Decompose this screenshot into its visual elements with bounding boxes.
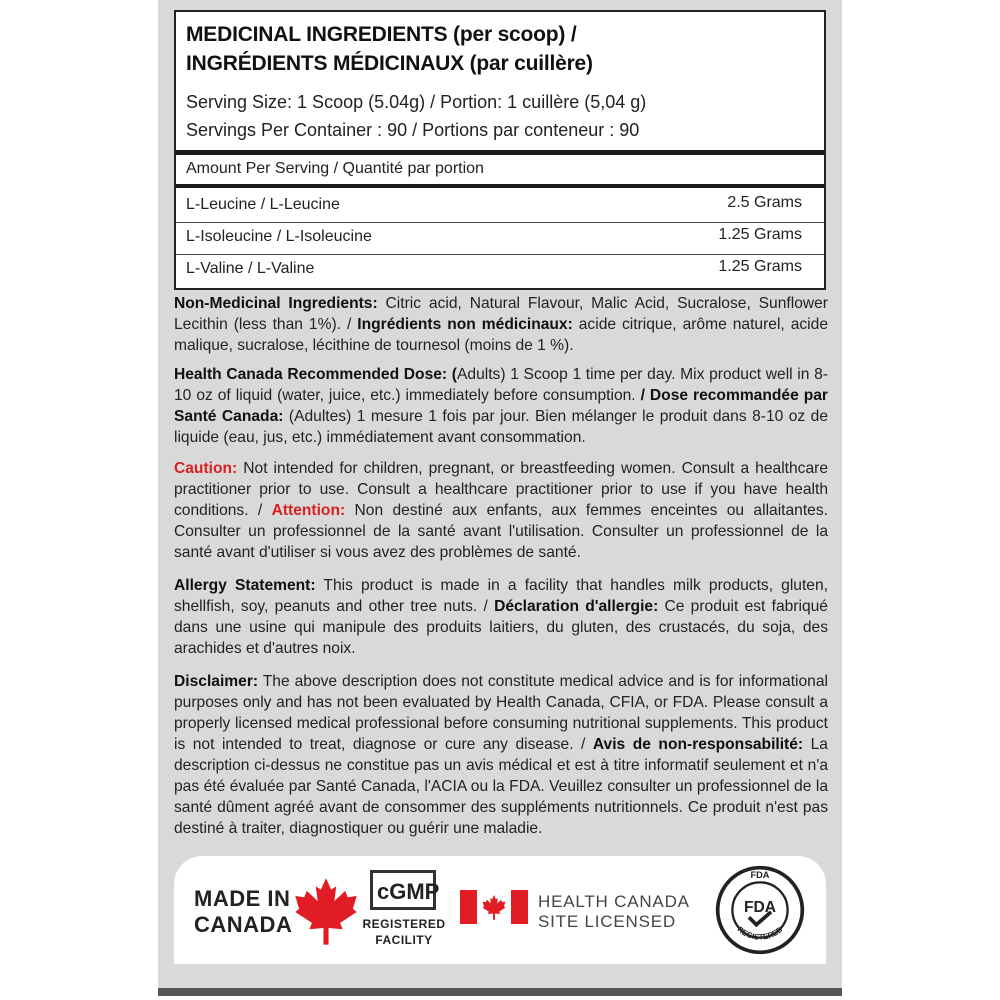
cgmp-line1: REGISTERED: [362, 917, 446, 931]
allergy-text-en: This product is made in a facility that handles milk products, gluten, shellfish, soy, peanuts and other tree nuts. /: [174, 577, 828, 615]
made-in-line1: MADE IN: [194, 886, 291, 911]
medicinal-ingredients-box: [174, 10, 826, 290]
facts-title-en: MEDICINAL INGREDIENTS (per scoop) /: [186, 23, 577, 46]
fda-registered-path: REGISTERED: [735, 924, 785, 942]
label-bottom-strip: [158, 988, 842, 996]
caution-label-fr: Attention:: [271, 502, 346, 519]
cgmp-badge: [370, 870, 440, 910]
made-in-canada-text: [194, 886, 292, 938]
dose-label-en: Health Canada Recommended Dose: (: [174, 366, 457, 383]
health-canada-site-licensed: [538, 892, 690, 932]
certification-badges: [174, 856, 826, 964]
dose-text-fr: (Adultes) 1 mesure 1 fois par jour. Bien mélanger le produit dans 8-10 oz de liquide (eau, jus, etc.) immédiatement avant consommation.: [174, 408, 828, 446]
dose-label-fr: / Dose recommandée par Santé Canada:: [174, 387, 828, 425]
ingredient-amount: 2.5 Grams: [727, 194, 802, 211]
facts-title-fr: INGRÉDIENTS MÉDICINAUX (par cuillère): [186, 52, 593, 75]
ingredient-name: L-Leucine / L-Leucine: [186, 196, 340, 213]
ingredient-name: L-Valine / L-Valine: [186, 260, 315, 277]
health-canada-line2: SITE LICENSED: [538, 912, 676, 931]
disclaimer: [174, 671, 828, 839]
made-in-line2: CANADA: [194, 912, 293, 937]
cgmp-line2: FACILITY: [375, 933, 433, 947]
caution-text-fr: Non destiné aux enfants, aux femmes enceintes ou allaitantes. Consulter un professionnel de la santé avant l'utilisation. Consulter un professionnel de la santé avant d'utiliser si vous avez des problèmes de santé.: [174, 502, 828, 561]
fda-top-text: FDA: [750, 869, 770, 880]
non-medicinal-text-en: Citric acid, Natural Flavour, Malic Acid, Sucralose, Sunflower Lecithin (less than 1%). /: [174, 295, 828, 333]
cgmp-text: cGMP: [377, 879, 440, 904]
allergy-label-fr: Déclaration d'allergie:: [494, 598, 659, 615]
ingredient-amount: 1.25 Grams: [718, 258, 802, 275]
non-medicinal-ingredients: [174, 293, 828, 356]
maple-leaf-icon: [294, 876, 358, 948]
fda-center-text: FDA: [743, 898, 777, 916]
caution-statement: [174, 458, 828, 563]
ingredient-name: L-Isoleucine / L-Isoleucine: [186, 228, 372, 245]
caution-label-en: Caution:: [174, 460, 238, 477]
fda-registered-text: [736, 925, 785, 942]
row-divider: [176, 254, 824, 255]
allergy-label-en: Allergy Statement:: [174, 577, 316, 594]
facts-title: [186, 20, 816, 78]
disclaimer-label-en: Disclaimer:: [174, 673, 259, 690]
fda-seal-icon: [714, 864, 806, 956]
allergy-text-fr: Ce produit est fabriqué dans une usine qui manipule des produits laitiers, du gluten, des crustacés, du soja, des arachides et d'autres noix.: [174, 598, 828, 657]
non-medicinal-label-en: Non-Medicinal Ingredients:: [174, 295, 378, 312]
dose-text-en: Adults) 1 Scoop 1 time per day. Mix product well in 8-10 oz of liquid (water, juice, etc.) immediately before consumption.: [174, 366, 828, 404]
amount-per-serving-header: Amount Per Serving / Quantité par portion: [186, 160, 484, 177]
disclaimer-text-en: The above description does not constitute medical advice and is for informational purposes only and has not been evaluated by Health Canada, CFIA, or FDA. Please consult a properly licensed medical professional before consuming nutritional supplements. This product is not intended to treat, diagnose or cure any disease. /: [174, 673, 828, 753]
canada-flag-icon: [460, 890, 528, 924]
medium-rule: [176, 184, 824, 188]
ingredient-amount: 1.25 Grams: [718, 226, 802, 243]
non-medicinal-label-fr: Ingrédients non médicinaux:: [357, 316, 573, 333]
thick-rule: [176, 150, 824, 155]
caution-text-en: Not intended for children, pregnant, or breastfeeding women. Consult a healthcare practitioner prior to use. Consult a healthcare practitioner prior to use if you have health conditions. /: [174, 460, 828, 519]
servings-per-container: Servings Per Container : 90 / Portions par conteneur : 90: [186, 120, 640, 140]
allergy-statement: [174, 575, 828, 659]
row-divider: [176, 222, 824, 223]
health-canada-line1: HEALTH CANADA: [538, 892, 690, 911]
serving-size: Serving Size: 1 Scoop (5.04g) / Portion: 1 cuillère (5,04 g): [186, 92, 647, 112]
disclaimer-label-fr: Avis de non-responsabilité:: [592, 736, 804, 753]
non-medicinal-text-fr: acide citrique, arôme naturel, acide malique, sucralose, lécithine de tournesol (moins de 1 %).: [174, 316, 828, 354]
recommended-dose: [174, 364, 828, 448]
cgmp-registered-facility: [362, 916, 446, 948]
disclaimer-text-fr: La description ci-dessus ne constitue pas un avis médical et est à titre informatif seulement et n'a pas été évaluée par Santé Canada, l'ACIA ou la FDA. Veuillez consulter un professionnel de la santé dûment agréé avant de consommer des suppléments nutritionnels. Ce produit n'est pas destiné à traiter, diagnostiquer ou guérir une maladie.: [174, 736, 828, 837]
